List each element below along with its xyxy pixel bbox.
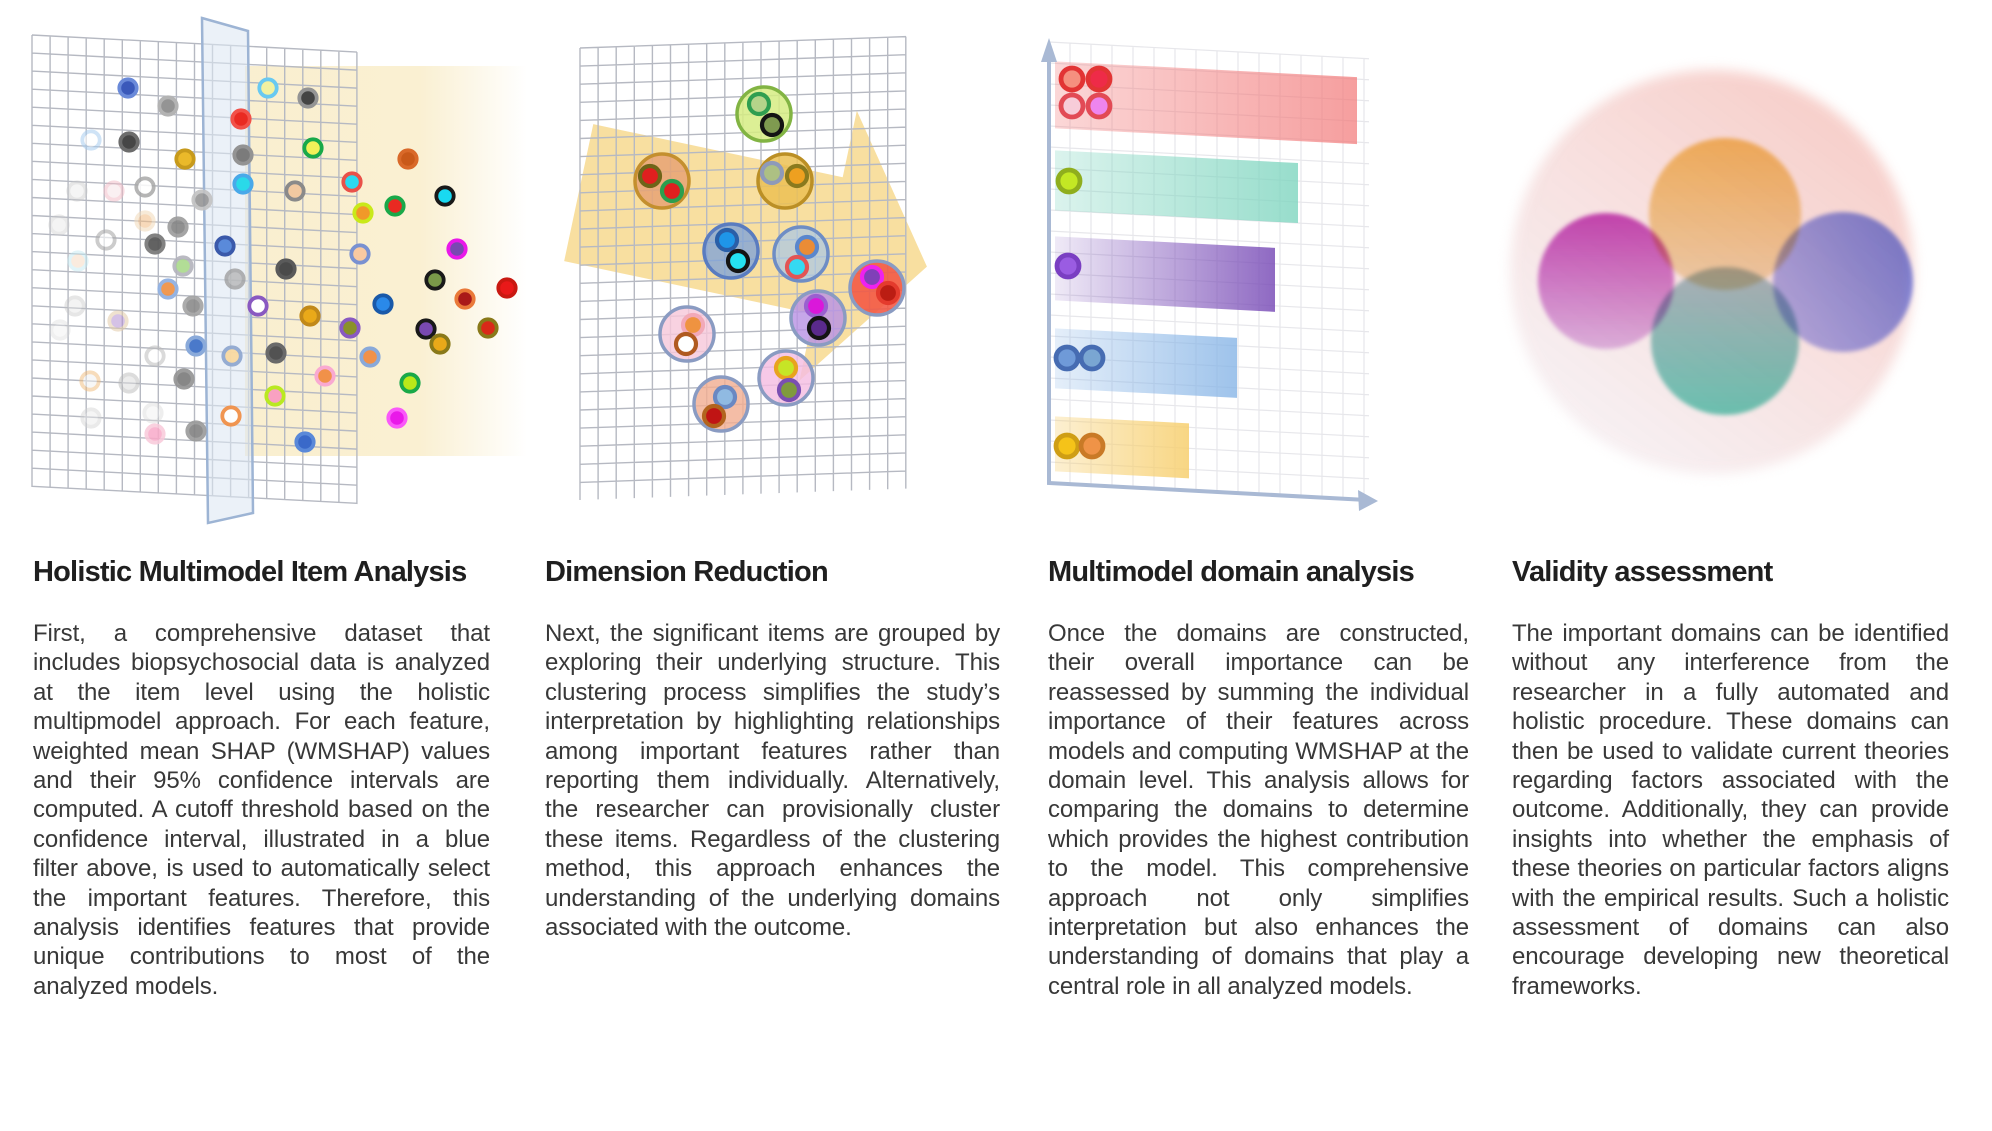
feature-dot [175, 370, 192, 387]
feature-dot [146, 347, 163, 364]
clustered-item-dot [717, 230, 737, 250]
domain-item-circle [1081, 435, 1103, 457]
feature-dot [136, 212, 153, 229]
feature-dot [417, 320, 434, 337]
feature-dot [361, 348, 378, 365]
domain-bar [1055, 236, 1275, 312]
item-analysis-graphic [0, 0, 560, 560]
clustered-item-dot [640, 166, 660, 186]
feature-dot [105, 182, 122, 199]
feature-dot [81, 372, 98, 389]
feature-dot [187, 422, 204, 439]
item-cluster [791, 291, 845, 345]
feature-dot [456, 290, 473, 307]
feature-dot [97, 231, 114, 248]
item-cluster [704, 224, 758, 278]
clustered-item-dot [787, 166, 807, 186]
panel-item-analysis [33, 556, 490, 1001]
clustered-item-dot [797, 237, 817, 257]
panel-dimension-reduction [545, 556, 1000, 942]
feature-dot [68, 182, 85, 199]
feature-dot [146, 235, 163, 252]
feature-dot [343, 173, 360, 190]
feature-dot [436, 187, 453, 204]
teal-domain [1651, 267, 1799, 415]
feature-dot [234, 146, 251, 163]
clustered-item-dot [787, 257, 807, 277]
feature-dot [277, 260, 294, 277]
feature-dot [82, 409, 99, 426]
cutoff-filter-plane [202, 18, 253, 523]
item-cluster [774, 227, 828, 281]
clustered-item-dot [749, 94, 769, 114]
domain-item-circle [1061, 68, 1083, 90]
domain-item-circle [1061, 95, 1083, 117]
feature-dot [259, 79, 276, 96]
feature-dot [286, 182, 303, 199]
feature-dot [216, 237, 233, 254]
feature-dot [234, 175, 251, 192]
item-cluster [635, 154, 689, 208]
validity-venn-graphic [1490, 30, 1950, 490]
item-cluster [850, 261, 904, 315]
domain-item-circle [1088, 95, 1110, 117]
feature-dot [426, 271, 443, 288]
item-cluster [737, 87, 791, 141]
feature-dot [176, 150, 193, 167]
domain-item-circle [1057, 255, 1079, 277]
clustered-item-dot [662, 181, 682, 201]
domain-item-circle [1058, 170, 1080, 192]
feature-dot [399, 150, 416, 167]
feature-dot [51, 321, 68, 338]
feature-dot [82, 131, 99, 148]
feature-dot [119, 79, 136, 96]
feature-dot [448, 240, 465, 257]
feature-dot [374, 295, 391, 312]
clustered-item-dot [715, 387, 735, 407]
item-cluster [660, 307, 714, 361]
domain-bar [1055, 150, 1298, 223]
panel-domain-analysis [1048, 556, 1469, 1001]
feature-dot [267, 344, 284, 361]
panel-body-item-analysis: First, a comprehensive dataset that includes biopsychosocial data is analyzed at the item level using the holistic multipmodel approach. For each feature, weighted mean SHAP (WMSHAP) values and their 95% confidence intervals are computed. A cutoff threshold based on the confidence interval, illustrated in a blue filter above, is used to automatically select the important features. Therefore, this analysis identifies features that provide unique contributions to most of the analyzed models. [33, 620, 490, 1000]
feature-dot [174, 257, 191, 274]
feature-dot [296, 433, 313, 450]
panel-body-validity-assessment: The important domains can be identified without any interference from the researcher in a fully automated and holistic procedure. These domains can then be used to validate current theories regarding factors associated with the outcome. Additionally, they can provide insights into whether the emphasis of these theories on particular factors aligns with the empirical results. Such a holistic assessment of domains can also encourage developing new theoretical frameworks. [1512, 620, 1949, 1000]
feature-dot [66, 297, 83, 314]
clustered-item-dot [728, 251, 748, 271]
dimension-reduction-graphic [540, 0, 1010, 560]
panel-body-dimension-reduction: Next, the significant items are grouped by exploring their underlying structure. This clustering process simplifies the study’s interpretation by highlighting relationships among important features rather than reporting them individually. Alternatively, the researcher can provisionally cluster these items. Regardless of the clustering method, this approach enhances the understanding of the underlying domains associated with the outcome. [545, 620, 1000, 942]
feature-dot [226, 270, 243, 287]
domain-analysis-chart [1020, 10, 1420, 530]
feature-dot [249, 297, 266, 314]
domain-item-circle [1081, 347, 1103, 369]
clustered-item-dot [862, 267, 882, 287]
feature-dot [401, 374, 418, 391]
clustered-item-dot [762, 163, 782, 183]
feature-dot [193, 191, 210, 208]
item-cluster [759, 351, 813, 405]
feature-dot [120, 133, 137, 150]
panel-title-validity-assessment: Validity assessment [1512, 556, 1773, 588]
clustered-item-dot [676, 334, 696, 354]
domain-item-circle [1056, 347, 1078, 369]
feature-dot [144, 404, 161, 421]
y-axis-arrowhead [1041, 38, 1057, 62]
feature-dot [159, 280, 176, 297]
feature-dot [354, 204, 371, 221]
feature-dot [169, 218, 186, 235]
clustered-item-dot [809, 318, 829, 338]
feature-dot [187, 337, 204, 354]
item-cluster [758, 154, 812, 208]
domain-item-circle [1056, 435, 1078, 457]
panel-title-dimension-reduction: Dimension Reduction [545, 556, 828, 588]
feature-dot [341, 319, 358, 336]
panel-title-item-analysis: Holistic Multimodel Item Analysis [33, 556, 467, 588]
feature-dot [301, 307, 318, 324]
feature-dot [351, 245, 368, 262]
feature-dot [299, 89, 316, 106]
feature-dot [109, 312, 126, 329]
panel-validity-assessment [1512, 556, 1949, 1001]
clustered-item-dot [776, 358, 796, 378]
feature-dot [146, 425, 163, 442]
feature-dot [316, 367, 333, 384]
feature-dot [136, 178, 153, 195]
clustered-item-dot [779, 380, 799, 400]
clustered-item-dot [806, 296, 826, 316]
clustered-item-dot [878, 283, 898, 303]
feature-dot [222, 407, 239, 424]
feature-dot [120, 374, 137, 391]
feature-dot [69, 252, 86, 269]
x-axis-arrowhead [1358, 490, 1378, 511]
panel-body-domain-analysis: Once the domains are constructed, their overall importance can be reassessed by summing the individual importance of their features across models and computing WMSHAP at the domain level. This analysis allows for comparing the domains to determine which provides the highest contribution to the model. This comprehensive approach not only simplifies interpretation but also enhances the understanding of domains that play a central role in all analyzed models. [1048, 620, 1469, 1000]
feature-dot [479, 319, 496, 336]
clustered-item-dot [762, 115, 782, 135]
feature-dot [304, 139, 321, 156]
clustered-item-dot [704, 406, 724, 426]
feature-dot [232, 110, 249, 127]
feature-dot [50, 216, 67, 233]
feature-dot [266, 387, 283, 404]
feature-dot [431, 335, 448, 352]
feature-dot [159, 97, 176, 114]
feature-dot [223, 347, 240, 364]
panel-title-domain-analysis: Multimodel domain analysis [1048, 556, 1414, 588]
item-cluster [694, 377, 748, 431]
feature-dot [184, 297, 201, 314]
feature-dot [498, 279, 515, 296]
feature-dot [388, 409, 405, 426]
feature-dot [386, 197, 403, 214]
domain-item-circle [1088, 68, 1110, 90]
